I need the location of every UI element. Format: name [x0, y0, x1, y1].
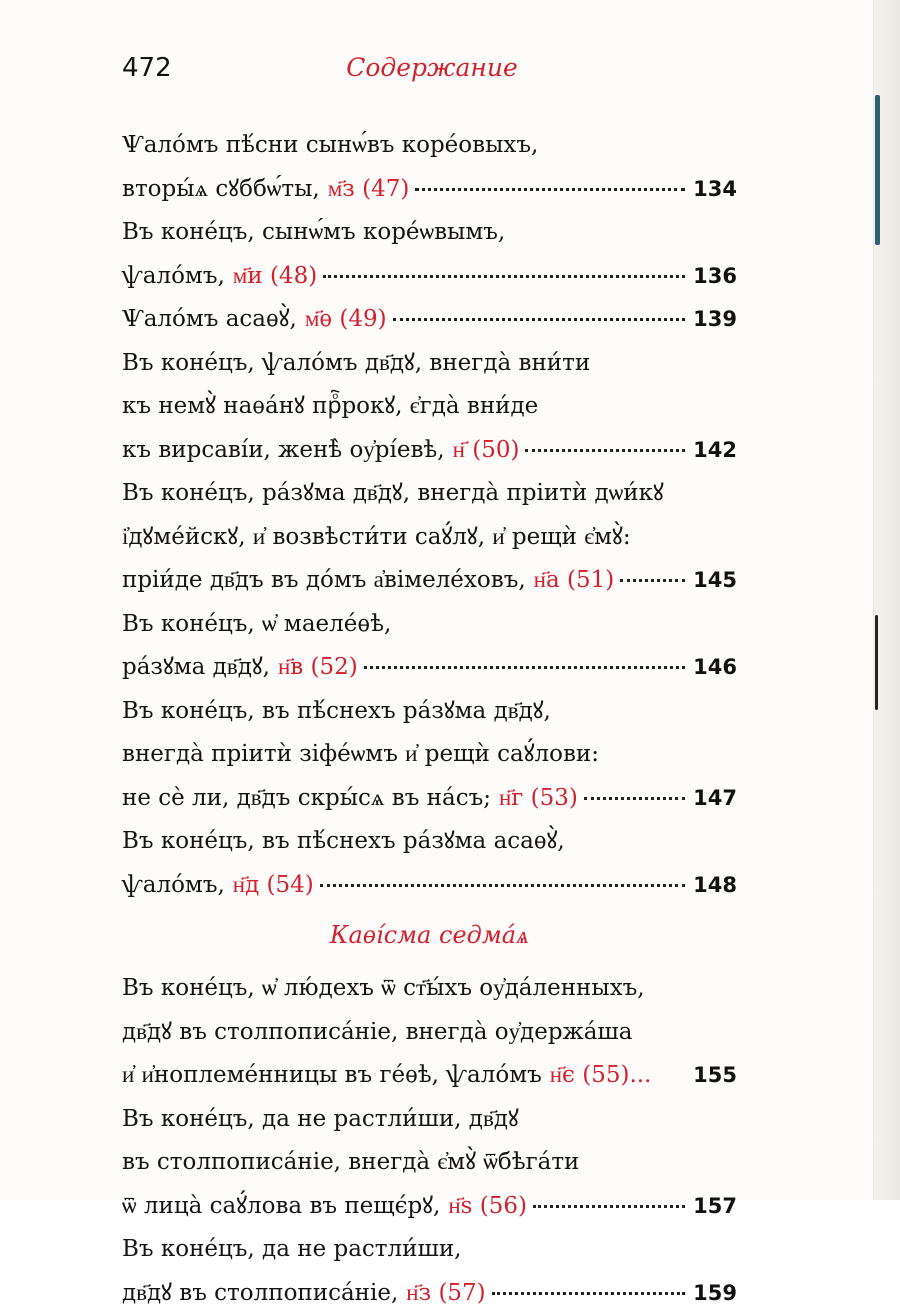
entry-text: Въ коне́цъ, да не растли́ши, дв҃дꙋ	[122, 1098, 519, 1142]
entry-text: и҆ и҆ноплеме́нницы въ ге́ѳѣ, ѱало́мъ	[122, 1054, 542, 1098]
entry-text: Въ коне́цъ, ѡ҆ лю́дехъ ѿ ст҃ы́хъ оу҆да́ленныхъ,	[122, 967, 645, 1011]
entry-text: Въ коне́цъ, ѱало́мъ дв҃дꙋ, внегда̀ вни́ти	[122, 342, 590, 386]
dot-leader	[320, 884, 685, 887]
dot-leader	[525, 449, 685, 452]
entry-text: вторы́ѧ сꙋббѡ́ты,	[122, 168, 320, 212]
toc-entry	[122, 298, 737, 342]
psalm-number: н҃є (55)...	[550, 1054, 652, 1098]
psalm-number: н҃в (52)	[278, 646, 358, 690]
toc-entry	[122, 603, 737, 690]
entry-last-line	[122, 1185, 737, 1229]
entry-last-line	[122, 168, 737, 212]
entry-last-line	[122, 646, 737, 690]
entry-line	[122, 124, 737, 168]
entry-line	[122, 516, 737, 560]
entry-text: Ѱало́мъ асаѳꙋ̀,	[122, 298, 297, 342]
entry-line	[122, 733, 737, 777]
running-title: Содержание	[122, 50, 742, 86]
psalm-number: м҃з (47)	[328, 168, 410, 212]
entry-line	[122, 342, 737, 386]
entry-text: Въ коне́цъ, сынѡ́мъ коре́ѡвымъ,	[122, 211, 505, 255]
page-header	[122, 50, 742, 86]
entry-last-line	[122, 255, 737, 299]
toc-entry	[122, 472, 737, 603]
psalm-number: н҃ѕ (56)	[448, 1185, 527, 1229]
entry-text: Въ коне́цъ, ѡ҆ маеле́ѳѣ,	[122, 603, 391, 647]
psalm-number: м҃и (48)	[233, 255, 317, 299]
entry-text: внегда̀ пріитѝ зіфе́ѡмъ и҆ рещѝ саꙋ́лови:	[122, 733, 599, 777]
entry-text: Въ коне́цъ, да не растли́ши,	[122, 1228, 462, 1272]
entry-text: дв҃дꙋ въ столпописа́ніе,	[122, 1272, 398, 1315]
entry-line	[122, 1228, 737, 1272]
psalm-number: н҃а (51)	[534, 559, 615, 603]
entry-text: къ немꙋ̀ наѳа́нꙋ прⷪ҇рокꙋ, є҆гда̀ вни́де	[122, 385, 538, 429]
toc-entry	[122, 124, 737, 211]
psalm-number: м҃ѳ (49)	[305, 298, 387, 342]
entry-text: Въ коне́цъ, въ пѣ́снехъ ра́зꙋма дв҃дꙋ,	[122, 690, 551, 734]
entry-line	[122, 472, 737, 516]
toc-entry	[122, 690, 737, 821]
page-edge	[873, 0, 900, 1200]
page-ref: 148	[693, 864, 737, 908]
entry-text: не сѐ ли, дв҃дъ скры́сѧ въ на́съ;	[122, 777, 491, 821]
entry-last-line	[122, 429, 737, 473]
entry-text: Ѱало́мъ пѣ́сни сынѡ́въ коре́овыхъ,	[122, 124, 538, 168]
entry-last-line	[122, 1054, 737, 1098]
dot-leader	[364, 666, 685, 669]
entry-line	[122, 967, 737, 1011]
entry-last-line	[122, 1272, 737, 1315]
entry-line	[122, 1098, 737, 1142]
psalm-number: н҃д (54)	[233, 864, 314, 908]
entry-text: дв҃дꙋ въ столпописа́ніе, внегда̀ оу҆держа́ша	[122, 1011, 633, 1055]
entry-text: къ вирсаві́и, женѣ̀ оу҆рі́евѣ,	[122, 429, 445, 473]
entry-text: ѿ лица̀ саꙋ́лова въ пещє́рꙋ,	[122, 1185, 440, 1229]
entry-line	[122, 603, 737, 647]
entry-line	[122, 1141, 737, 1185]
toc-entry	[122, 967, 737, 1098]
entry-text: і҆дꙋме́йскꙋ, и҆ возвѣсти́ти саꙋ́лꙋ, и҆ рещѝ є҆мꙋ̀:	[122, 516, 631, 560]
entry-text: ра́зꙋма дв҃дꙋ,	[122, 646, 270, 690]
entry-line	[122, 385, 737, 429]
toc-entry	[122, 342, 737, 473]
edge-mark	[875, 95, 880, 245]
psalm-number: н҃з (57)	[406, 1272, 485, 1315]
entry-line	[122, 690, 737, 734]
edge-mark	[875, 615, 878, 710]
entry-text: ѱало́мъ,	[122, 255, 225, 299]
entry-text: въ столпописа́ніе, внегда̀ є҆мꙋ̀ ѿбѣга́ти	[122, 1141, 579, 1185]
toc-entry	[122, 820, 737, 907]
psalm-number: н҃г (53)	[499, 777, 578, 821]
entry-text: Въ коне́цъ, ра́зꙋма дв҃дꙋ, внегда̀ пріитѝ дѡи́кꙋ	[122, 472, 664, 516]
dot-leader	[393, 318, 686, 321]
dot-leader	[533, 1205, 685, 1208]
page-ref: 159	[693, 1272, 737, 1315]
page-ref: 139	[693, 298, 737, 342]
section-heading: Каѳі́сма седма́ѧ	[122, 913, 737, 957]
entry-line	[122, 211, 737, 255]
entry-last-line	[122, 864, 737, 908]
dot-leader	[620, 579, 685, 582]
page-ref: 136	[693, 255, 737, 299]
entry-last-line	[122, 298, 737, 342]
table-of-contents	[122, 124, 737, 1315]
dot-leader	[415, 188, 685, 191]
entry-line	[122, 820, 737, 864]
dot-leader	[492, 1292, 685, 1295]
psalm-number: н҃ (50)	[453, 429, 520, 473]
entry-last-line	[122, 559, 737, 603]
entry-line	[122, 1011, 737, 1055]
page-ref: 145	[693, 559, 737, 603]
page-ref: 157	[693, 1185, 737, 1229]
dot-leader	[584, 797, 685, 800]
entry-text: пріи́де дв҃дъ въ до́мъ а҆вімеле́ховъ,	[122, 559, 526, 603]
toc-entry	[122, 1098, 737, 1229]
entry-text: Въ коне́цъ, въ пѣ́снехъ ра́зꙋма асаѳꙋ̀,	[122, 820, 565, 864]
page-number: 472	[122, 50, 172, 86]
page-ref: 142	[693, 429, 737, 473]
dot-leader	[323, 275, 685, 278]
toc-entry	[122, 211, 737, 298]
page-ref: 146	[693, 646, 737, 690]
entry-text: ѱало́мъ,	[122, 864, 225, 908]
page-ref: 147	[693, 777, 737, 821]
page-ref: 155	[693, 1054, 737, 1098]
toc-entry	[122, 1228, 737, 1315]
entry-last-line	[122, 777, 737, 821]
page-ref: 134	[693, 168, 737, 212]
